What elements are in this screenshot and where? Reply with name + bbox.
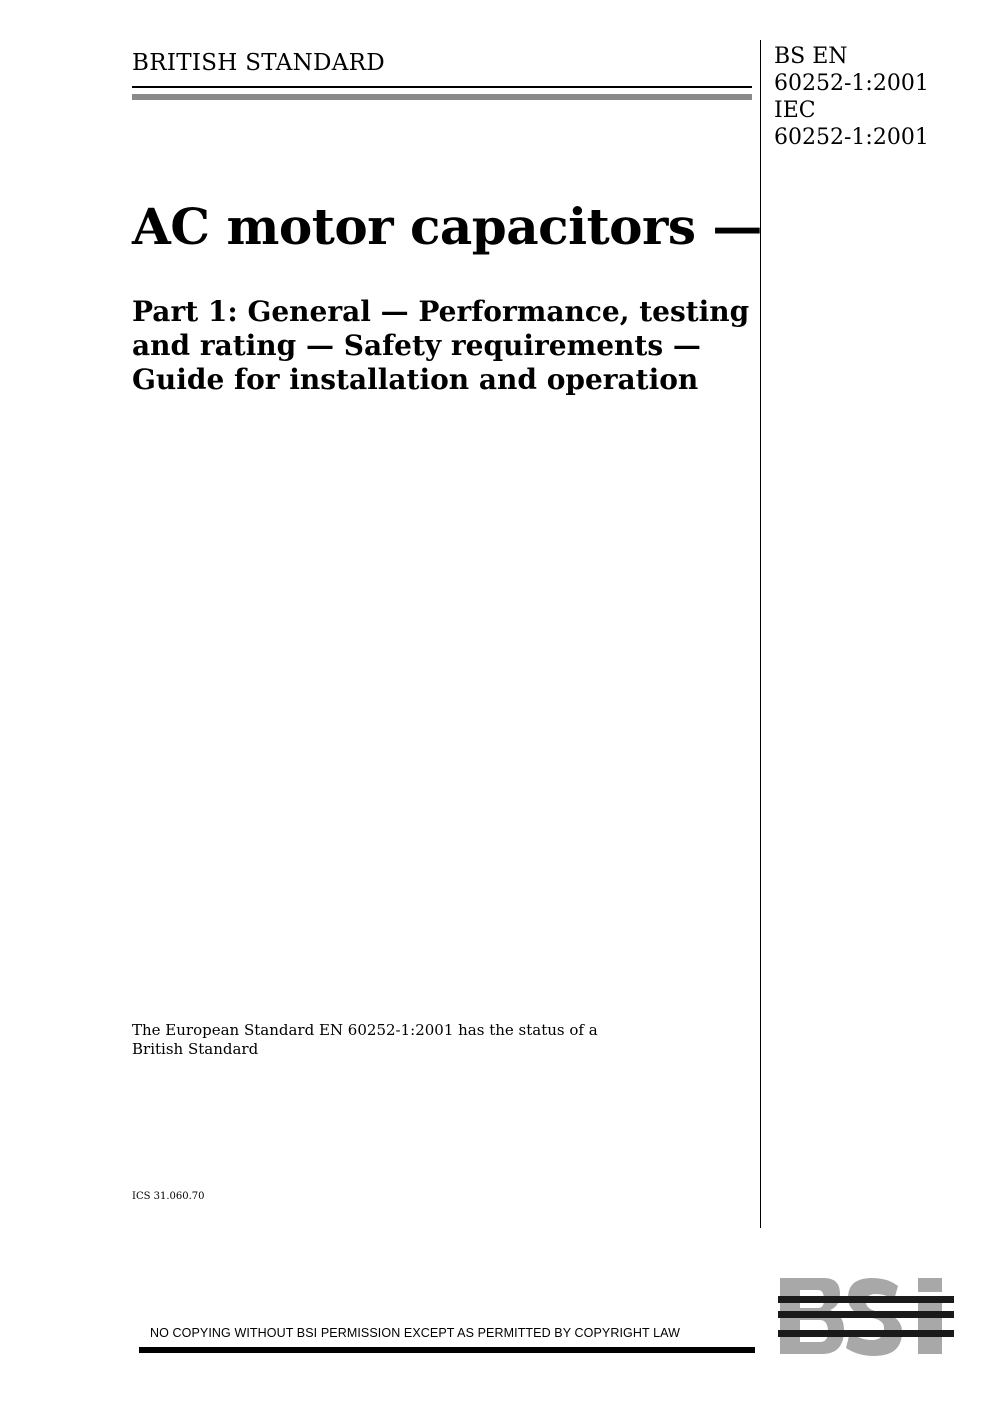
subtitle-line: Part 1: General — Performance, testing <box>132 295 750 328</box>
standard-id-line: 60252-1:2001 <box>774 125 929 150</box>
ics-code: ICS 31.060.70 <box>132 1191 205 1202</box>
page-title: AC motor capacitors — <box>132 197 762 256</box>
standard-id-line: 60252-1:2001 <box>774 71 929 96</box>
subtitle-line: Guide for installation and operation <box>132 363 699 396</box>
page-subtitle <box>132 295 757 397</box>
status-note <box>132 1021 598 1059</box>
bsi-logo-icon <box>778 1276 954 1356</box>
standard-id-line: BS EN <box>774 44 848 69</box>
subtitle-line: and rating — Safety requirements — <box>132 329 701 362</box>
header-rule <box>132 86 752 88</box>
header-rule-gray <box>132 94 752 100</box>
copyright-notice: NO COPYING WITHOUT BSI PERMISSION EXCEPT AS PERMITTED BY COPYRIGHT LAW <box>150 1326 681 1340</box>
footer-rule <box>139 1347 755 1353</box>
standard-id-line: IEC <box>774 98 816 123</box>
header-label: BRITISH STANDARD <box>132 50 386 76</box>
standard-ids <box>774 43 929 151</box>
status-note-line: The European Standard EN 60252-1:2001 has the status of a <box>132 1021 598 1039</box>
status-note-line: British Standard <box>132 1040 259 1058</box>
